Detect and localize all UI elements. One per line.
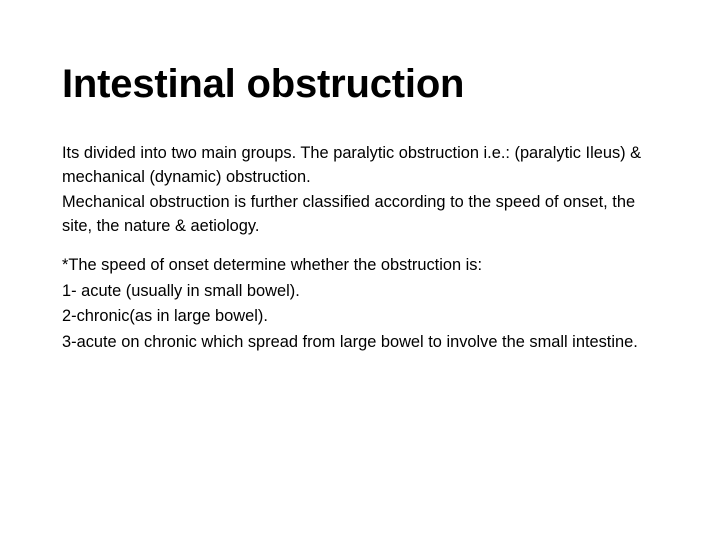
slide-body [62, 142, 662, 354]
paragraph-groups: Its divided into two main groups. The paralytic obstruction i.e.: (paralytic Ileus) & mechanical (dynamic) obstruction. [62, 144, 642, 186]
slide-title: Intestinal obstruction [62, 62, 465, 106]
paragraph-speed-of-onset: *The speed of onset determine whether the obstruction is: [62, 256, 483, 274]
paragraph-acute-on-chronic: 3-acute on chronic which spread from large bowel to involve the small intestine. [62, 332, 638, 351]
paragraph-chronic: 2-chronic(as in large bowel). [62, 307, 268, 325]
paragraph-mechanical-classification: Mechanical obstruction is further classified according to the speed of onset, the site, the nature & aetiology. [62, 193, 636, 235]
paragraph-acute: 1- acute (usually in small bowel). [62, 281, 300, 300]
